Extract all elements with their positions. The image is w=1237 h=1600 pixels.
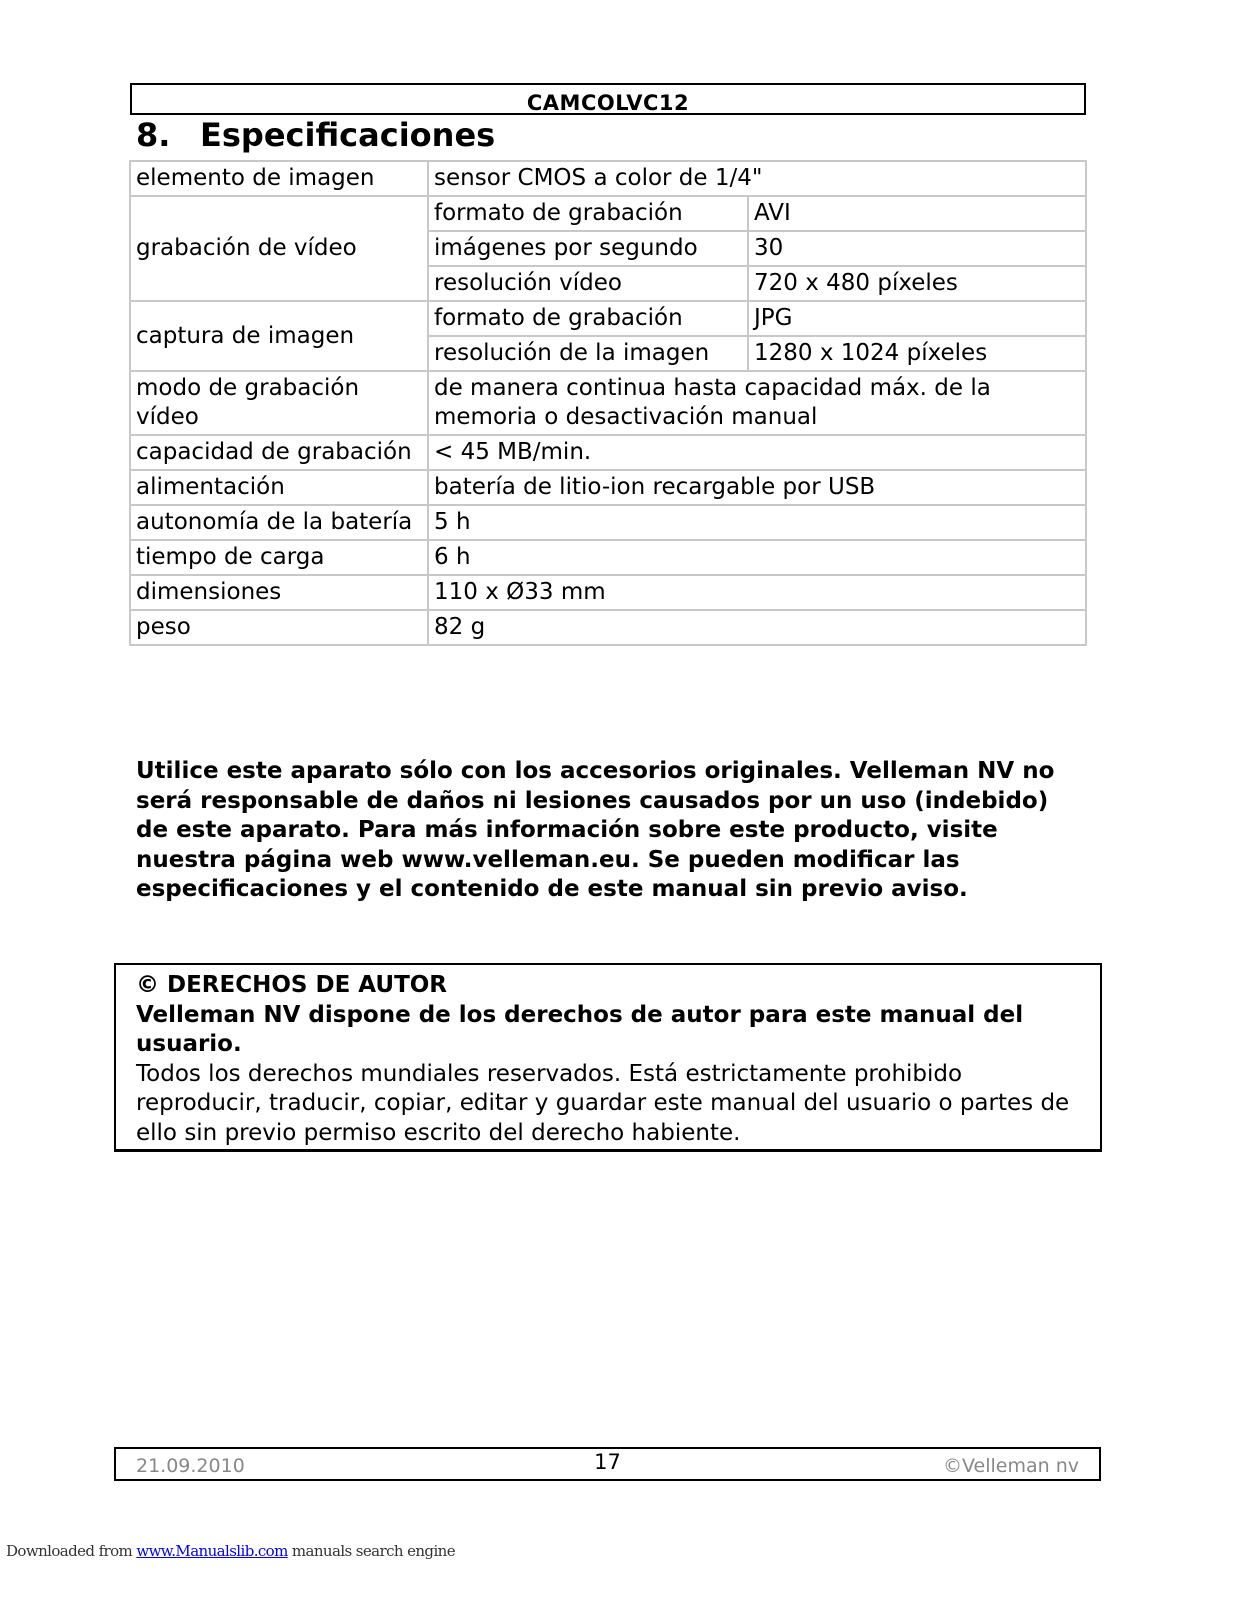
table-row [130, 540, 1086, 575]
spec-value: 82 g [428, 610, 1086, 645]
download-suffix: manuals search engine [287, 1542, 455, 1560]
spec-label: autonomía de la batería [130, 505, 428, 540]
table-row [130, 505, 1086, 540]
spec-value: 110 x Ø33 mm [428, 575, 1086, 610]
spec-value: 1280 x 1024 píxeles [748, 336, 1086, 371]
page-number: 17 [594, 1450, 621, 1474]
table-row [130, 301, 1086, 336]
copyright-title: © DERECHOS DE AUTOR [136, 972, 448, 998]
table-row [130, 371, 1086, 435]
spec-label: capacidad de grabación [130, 435, 428, 470]
footer-copyright: ©Velleman nv [943, 1455, 1079, 1477]
spec-value: JPG [748, 301, 1086, 336]
spec-label: dimensiones [130, 575, 428, 610]
spec-sublabel: resolución de la imagen [428, 336, 748, 371]
table-row [130, 161, 1086, 196]
spec-value: sensor CMOS a color de 1/4" [428, 161, 1086, 196]
table-row [130, 435, 1086, 470]
section-heading [136, 116, 495, 154]
spec-label: elemento de imagen [130, 161, 428, 196]
spec-value: 30 [748, 231, 1086, 266]
table-row [130, 196, 1086, 231]
table-row [130, 470, 1086, 505]
spec-label: grabación de vídeo [130, 196, 428, 301]
spec-value: 6 h [428, 540, 1086, 575]
spec-value: 5 h [428, 505, 1086, 540]
spec-sublabel: formato de grabación [428, 301, 748, 336]
spec-label: peso [130, 610, 428, 645]
model-name: CAMCOLVC12 [526, 91, 690, 115]
section-number: 8. [136, 116, 171, 154]
header-box [130, 83, 1086, 115]
usage-notice: Utilice este aparato sólo con los accesorios originales. Velleman NV no será responsable de daños ni lesiones causados por un uso (indebido) de este aparato. Para más información sobre este producto, visite nuestra página web www.velleman.eu. Se pueden modificar las especificaciones y el contenido de este manual sin previo aviso. [136, 758, 1055, 903]
spec-value: AVI [748, 196, 1086, 231]
spec-label: modo de grabación vídeo [130, 371, 428, 435]
spec-sublabel: resolución vídeo [428, 266, 748, 301]
copyright-box [114, 963, 1102, 1152]
table-row [130, 575, 1086, 610]
specifications-table [129, 160, 1087, 646]
spec-label: captura de imagen [130, 301, 428, 371]
table-row [130, 610, 1086, 645]
download-attribution [6, 1542, 455, 1560]
spec-value: de manera continua hasta capacidad máx. de la memoria o desactivación manual [428, 371, 1086, 435]
page-footer [114, 1447, 1101, 1481]
download-prefix: Downloaded from [6, 1542, 137, 1560]
spec-sublabel: imágenes por segundo [428, 231, 748, 266]
spec-label: tiempo de carga [130, 540, 428, 575]
footer-date: 21.09.2010 [136, 1455, 245, 1477]
spec-sublabel: formato de grabación [428, 196, 748, 231]
spec-value: < 45 MB/min. [428, 435, 1086, 470]
spec-label: alimentación [130, 470, 428, 505]
copyright-subtitle: Velleman NV dispone de los derechos de autor para este manual del usuario. [136, 1001, 1024, 1058]
section-title: Especificaciones [200, 116, 496, 154]
spec-value: 720 x 480 píxeles [748, 266, 1086, 301]
spec-value: batería de litio-ion recargable por USB [428, 470, 1086, 505]
copyright-body: Todos los derechos mundiales reservados. Está estrictamente prohibido reproducir, traducir, copiar, editar y guardar este manual del usuario o partes de ello sin previo permiso escrito del derecho habiente. [136, 1060, 1070, 1146]
manualslib-link[interactable]: www.Manualslib.com [136, 1542, 288, 1560]
